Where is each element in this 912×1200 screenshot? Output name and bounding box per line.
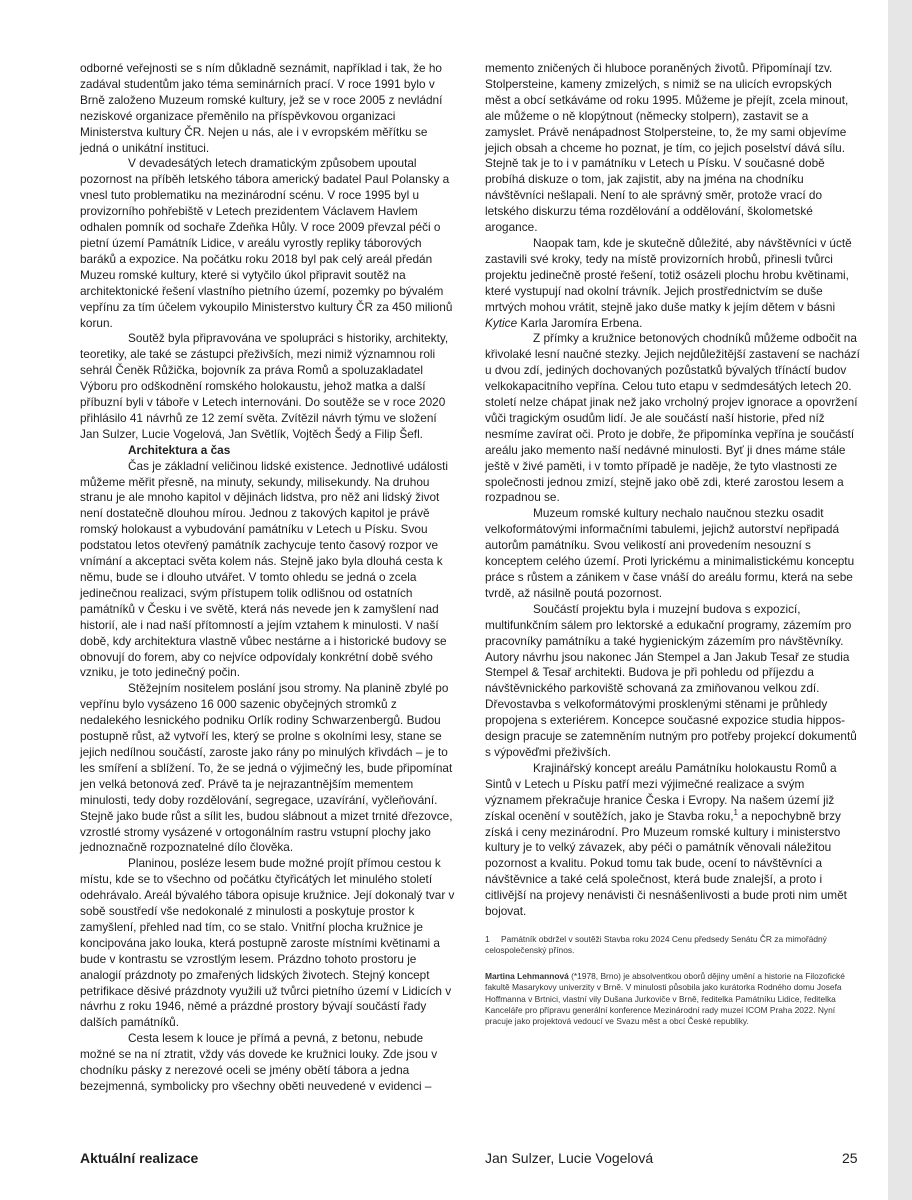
paragraph-text: Krajinářský koncept areálu Památníku holokaustu Romů a Sintů v Letech u Písku patří mezi výjimečné realizace a svým významem překračuje hranice Česka i Evropy. Na našem území již získal ocenění v soutěžích, jako je Stavba roku, (485, 760, 837, 823)
paragraph-text: Karla Jaromíra Erbena. (517, 315, 643, 330)
section-heading: Architektura a čas (128, 442, 231, 457)
paragraph: V devadesátých letech dramatickým způsobem upoutal pozornost na příběh letského tábora americký badatel Paul Polansky a vnesl tuto problematiku na mezinárodní scénu. V roce 1995 byl u provizorního pohřebiště v Letech prezidentem Václavem Havlem odhalen pomník od sochaře Zdeňka Hůly. V roce 2009 převzal péči o pietní území Památník Lidice, v areálu vyrostly repliky táborových baráků a expozice. Na počátku roku 2018 byl pak celý areál předán Muzeu romské kultury, které si vytyčilo úkol připravit soutěž na architektonické řešení vlastního pietního území, pozemky po bývalém vepřínu za tím účelem vykoupilo Ministerstvo kultury ČR za 450 milionů korun. (80, 156, 453, 330)
footnote-reference[interactable]: 1 (733, 807, 738, 817)
paragraph: memento zničených či hluboce poraněných životů. Připomínají tzv. Stolpersteine, kameny zmizelých, s nimiž se na ulicích evropských měst a obcí setkáváme od roku 1995. Můžeme je přejít, zcela minout, ale můžeme o ně klopýtnout (německy stolpern), zastavit se a zamyslet. Právě nenápadnost Stolpersteine, to, že my sami objevíme jejich obsah a chceme ho poznat, je tím, co jejich poselství dává sílu. Stejně tak je to i v památníku v Letech u Písku. V současné době probíhá diskuze o tom, jak zajistit, aby na jména na chodníku návštěvníci nešlapali. Není to ale správný směr, protože vrací do letského diskurzu téma rozdělování a oddělování, školometské arogance. (485, 61, 849, 235)
paragraph-text: Naopak tam, kde je skutečně důležité, aby návštěvníci v úctě zastavili své kroky, tedy na místě provizorních hrobů, přinesli tvůrci projektu jedinečně prosté řešení, totiž osázeli plochu hrobu květinami, které vystupují nad okolní trávník. Jejich prostřednictvím se duše mrtvých mohou vrátit, stejně jako duše matky k jejím dětem v básni (485, 235, 852, 314)
author-bio-text: (*1978, Brno) je absolventkou oborů dějiny umění a historie na Filozofické fakultě Masarykovy univerzity v Brně. V minulosti působila jako kurátorka Rodného domu Josefa Hoffmanna v Brtnici, vlastní vily Dušana Jurkoviče v Brně, ředitelka Památníku Lidice, ředitelka Kanceláře pro přípravu generální konference Mezinárodní rady muzeí ICOM Praha 2022. Nyní pracuje jako projektová vedoucí ve Svazu měst a obcí České republiky. (485, 970, 845, 1027)
left-column (80, 61, 455, 1095)
paragraph: Z přímky a kružnice betonových chodníků můžeme odbočit na křivolaké lesní naučné stezky. Jejich nejdůležitější zastavení se nachází u dvou zdí, jediných dochovaných pozůstatků bývalých třínáctí budov velkokapacitního vepřína. Celou tuto etapu v sedmdesátých letech 20. století nelze chápat jinak než jako vrcholný projev ignorace a opovržení vůči tragickým osudům lidí. Je ale součástí naší historie, před níž nesmíme zavírat oči. Proto je dobře, že připomínka vepřína je součástí areálu jako memento naší nedávné minulosti. Byť ji dnes máme stále ještě v živé paměti, i v tomto případě je naděje, že tyto vlastnosti ze společnosti jednou zmizí, stejně jako obě zdi, které zarostou lesem a rozpadnou se. (485, 331, 860, 505)
paragraph (485, 236, 860, 331)
paragraph: Muzeum romské kultury nechalo naučnou stezku osadit velkoformátovými informačními tabulemi, jejichž autorství nepřipadá autorům památníku. Svou velikostí ani provedením nesouzní s konceptem celého území. Proti lyrickému a minimalistickému konceptu práce s růstem a zánikem v čase vnáší do areálu formu, která na sebe tvrdě, až násilně poutá pozornost. (485, 506, 855, 600)
paragraph: Součástí projektu byla i muzejní budova s expozicí, multifunkčním sálem pro lektorské a edukační programy, zázemím pro pracovníky památníku a také hygienickým zázemím pro návštěvníky. Autory návrhu jsou nakonec Ján Stempel a Jan Jakub Tesař ze studia Stempel & Tesař architekti. Budova je při pohledu od příjezdu a návštěvnického parkoviště schovaná za zmiňovanou velkou zdí. Dřevostavba s velkoformátovými prosklenými stěnami je průhledy propojena s exteriérem. Koncepce současné expozice studia hipposdesign pracuje se zatemněním nutným pro potřeby projekcí dokumentů s výpověďmi přeživších. (485, 601, 857, 759)
footnote-number: 1 (485, 933, 490, 944)
paragraph: Cesta lesem k louce je přímá a pevná, z betonu, nebude možné se na ní ztratit, vždy vás dovede ke kružnici louky. Zde jsou v chodníku pásky z nerezové oceli se jmény obětí tábora a jedna bezejmenná, symbolicky pro všechny oběti neuvedené v evidenci – (80, 1031, 438, 1093)
footnote (485, 934, 860, 957)
footnote-text: Památník obdržel v soutěži Stavba roku 2024 Cenu předsedy Senátu ČR za mimořádný celospolečenský přínos. (485, 933, 827, 956)
page-number: 25 (842, 1150, 858, 1166)
right-column (485, 61, 860, 1028)
paragraph: Soutěž byla připravována ve spolupráci s historiky, architekty, teoretiky, ale také se zástupci přeživších, mezi nimiž významnou roli sehrál Čeněk Růžička, bojovník za práva Romů a spoluzakladatel Výboru pro odškodnění romského holokaustu, jehož matka a další příbuzní byli v táboře v Letech internováni. Do soutěže se v roce 2020 přihlásilo 41 návrhů ze 12 zemí světa. Zvítězil návrh týmu ve složení Jan Sulzer, Lucie Vogelová, Jan Světlík, Vojtěch Šedý a Filip Šefl. (80, 331, 449, 441)
poem-title: Kytice (485, 315, 518, 330)
paragraph: Planinou, posléze lesem bude možné projít přímou cestou k místu, kde se to všechno od počátku čtyřicátých let minulého století odehrávalo. Areál bývalého tábora opisuje kružnice. Její dokonalý tvar v sobě soustředí vše nedokonalé z minulosti a poskytuje prostor k zamyšlení, přehled nad tím, co se stalo. Vnitřní plocha kružnice je koncipována jako louka, která postupně zaroste místními květinami a bude v kontrastu se vzrostlým lesem. Prázdno tohoto prostoru je analogií prázdnoty po zmařených lidských životech. Stejný koncept petrifikace děsivé prázdnoty využili už tvůrci pietního území v Lidicích v návrhu z roku 1946, němé a prázdné prostory bývají součástí řady dalších památníků. (80, 856, 455, 1030)
paragraph: Čas je základní veličinou lidské existence. Jednotlivé události můžeme měřit přesně, na minuty, sekundy, milisekundy. Na druhou stranu je ale mnoho kapitol v dějinách lidstva, pro něž ani lidský život není dostatečně dlouhou mírou. Jednou z takových kapitol je právě romský holokaust a vybudování památníku v Letech u Písku. Svou podstatou letos otevřený památník zachycuje tento časový rozpor ve vnímání a akceptaci světa kolem nás. Stejně jako byla dlouhá cesta k němu, bude se i dlouho utvářet. V tomto ohledu se jedná o zcela jedinečnou realizaci, svým přístupem tolik odlišnou od ostatních památníků v Česku i ve světě, která nás nevede jen k zamyšlení nad historií, ale i nad naší přítomností a jejím vztahem k minulosti. V naší době, kdy architektura vlastně vůbec nestárne a i historické budovy se obnovují do forem, aby co nejvíce odpovídaly konkrétní době svého vzniku, je toto jedinečný počin. (80, 458, 449, 680)
paragraph (485, 761, 860, 920)
author-name: Martina Lehmannová (485, 970, 569, 981)
paragraph: odborné veřejnosti se s ním důkladně seznámit, například i tak, že ho zadával studentům jako téma seminárních prací. V roce 1991 bylo v Brně založeno Muzeum romské kultury, jež se v roce 2005 z nevládní neziskové organizace přeměnilo na příspěvkovou organizaci Ministerstva kultury ČR. Nejen u nás, ale i v evropském měřítku se jedná o unikátní instituci. (80, 61, 443, 155)
section-name: Aktuální realizace (80, 1150, 199, 1166)
paragraph: Stěžejním nositelem poslání jsou stromy. Na planině zbylé po vepřínu bylo vysázeno 16 000 sazenic obyčejných stromků z nedalekého lesnického podniku Orlík rodiny Schwarzenbergů. Budou postupně růst, až vytvoří les, který se prolne s okolními lesy, stane se jejich nedílnou součástí, zaroste jako rány po minulých křivdách – je to les smíření a sblížení. To, že se jedná o výjimečný les, bude připomínat jen velká betonová zeď. Právě ta je nejrazantnějším mementem minulosti, tedy doby rozdělování, segregace, uzavírání, vyčleňování. Stejně jako bude růst a sílit les, budou slábnout a mizet trnité dřezovce, vzrostlé stromy vysázené v ortogonálním rastru vstupní plochy jako jednoznačně rozpoznatelné dílo člověka. (80, 681, 453, 855)
article-authors: Jan Sulzer, Lucie Vogelová (485, 1150, 654, 1166)
author-bio (485, 971, 860, 1028)
paragraph-text: a nepochybně brzy získá i ceny mezinárodní. Pro Muzeum romské kultury i ministerstvo kultury je to velký závazek, aby péči o památník věnovali náležitou pozornost a kvalitu. Pokud tomu tak bude, ocení to návštěvníci a návštěvnice a také celá společnost, která bude znalejší, a proto i citlivější na projevy nenávisti či nesnášenlivosti a bude proti nim umět bojovat. (485, 808, 847, 919)
